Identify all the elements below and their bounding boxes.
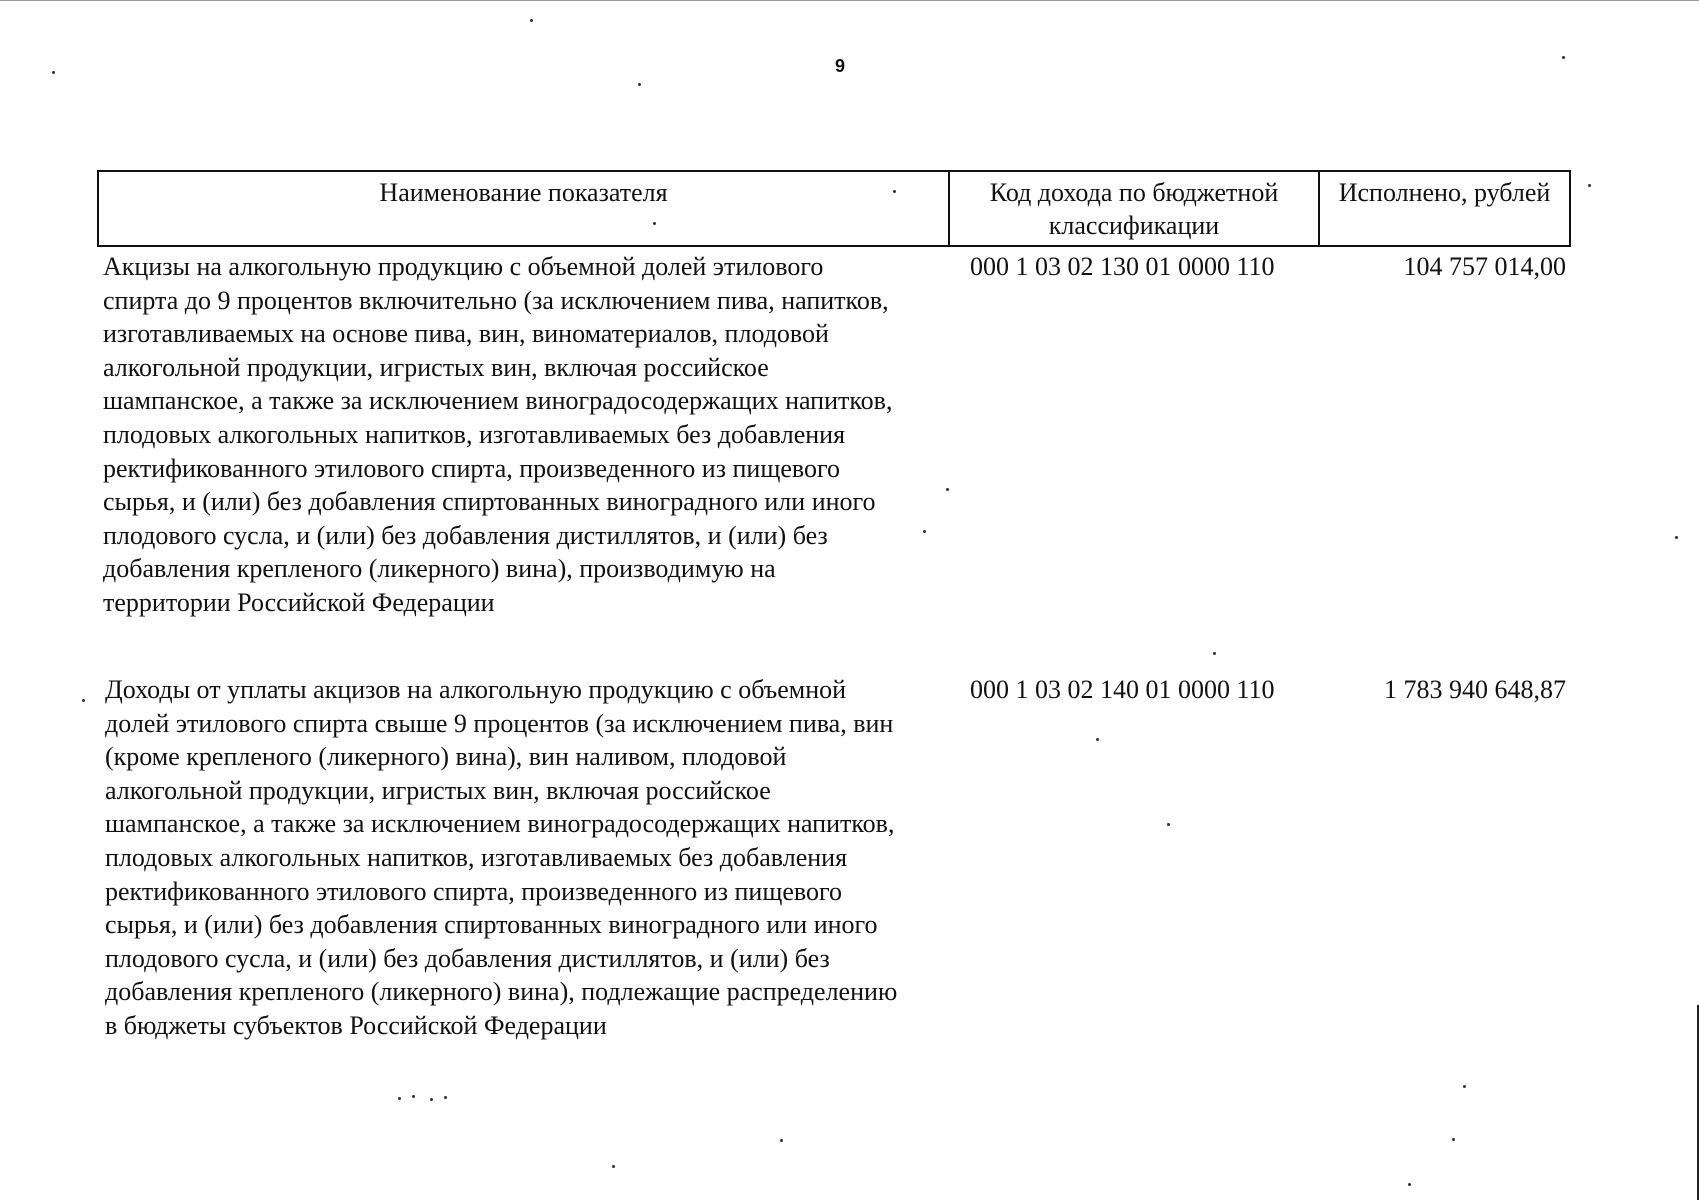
description-line: алкогольной продукции, игристых вин, включая российское [105, 775, 771, 805]
description-line: спирта до 9 процентов включительно (за исключением пива, напитков, [103, 285, 889, 315]
scan-speck [1463, 1085, 1466, 1088]
description-line: сырья, и (или) без добавления спиртованных виноградного или иного [103, 487, 876, 517]
scan-speck [1675, 536, 1678, 539]
scan-speck [398, 1097, 401, 1100]
description-line: территории Российской Федерации [103, 587, 495, 617]
page-number: 9 [834, 56, 845, 76]
scan-speck [52, 71, 55, 74]
scan-speck [780, 1139, 783, 1142]
scan-speck [653, 222, 656, 225]
description-line: алкогольной продукции, игристых вин, включая российское [103, 352, 769, 382]
scan-speck [430, 1098, 433, 1101]
description-line: шампанское, а также за исключением виноградосодержащих напитков, [103, 386, 893, 416]
description-line: Акцизы на алкогольную продукцию с объемной долей этилового [103, 252, 824, 281]
scan-speck [1408, 1183, 1411, 1186]
row-description [103, 250, 943, 620]
row-code: 000 1 03 02 140 01 0000 110 [970, 675, 1275, 704]
description-line: (кроме крепленого (ликерного) вина), вин наливом, плодовой [105, 742, 787, 772]
row-description [105, 673, 945, 1043]
header-code-label-line2: классификации [1048, 211, 1220, 240]
scan-speck [530, 19, 533, 22]
description-line: ректификованного этилового спирта, произведенного из пищевого [103, 453, 840, 483]
scan-speck [1213, 652, 1216, 655]
description-line: шампанское, а также за исключением виноградосодержащих напитков, [105, 809, 895, 839]
header-executed-label: Исполнено, рублей [1338, 178, 1551, 207]
header-name-cell [99, 172, 948, 245]
row-code: 000 1 03 02 130 01 0000 110 [970, 252, 1275, 281]
row-amount: 104 757 014,00 [1403, 252, 1566, 281]
scan-top-edge [0, 0, 1699, 1]
header-name-label: Наименование показателя [379, 178, 668, 207]
scan-speck [1588, 184, 1591, 187]
scan-speck [612, 1165, 615, 1168]
scan-speck [444, 1096, 447, 1099]
description-line: плодового сусла, и (или) без добавления дистиллятов, и (или) без [105, 943, 830, 973]
scan-speck [1562, 56, 1565, 59]
scan-speck [923, 530, 926, 533]
description-line: плодового сусла, и (или) без добавления дистиллятов, и (или) без [103, 520, 828, 550]
description-line: плодовых алкогольных напитков, изготавливаемых без добавления [105, 842, 848, 872]
header-code-label-line1: Код дохода по бюджетной [989, 178, 1279, 207]
scan-speck [1167, 823, 1170, 826]
description-line: сырья, и (или) без добавления спиртованных виноградного или иного [105, 910, 878, 940]
scan-speck [1096, 738, 1099, 741]
description-line: Доходы от уплаты акцизов на алкогольную продукцию с объемной [105, 675, 847, 704]
header-code-cell [948, 172, 1318, 245]
description-line: в бюджеты субъектов Российской Федерации [105, 1010, 607, 1040]
scan-speck [82, 699, 85, 702]
scan-speck [412, 1095, 415, 1098]
description-line: плодовых алкогольных напитков, изготавливаемых без добавления [103, 419, 846, 449]
description-line: изготавливаемых на основе пива, вин, виноматериалов, плодовой [103, 319, 829, 349]
scan-speck [893, 190, 896, 193]
scan-speck [638, 83, 641, 86]
header-executed-cell [1318, 172, 1569, 245]
table-header [97, 170, 1571, 247]
scan-speck [1452, 1138, 1455, 1141]
description-line: добавления крепленого (ликерного) вина), подлежащие распределению [105, 977, 898, 1007]
description-line: долей этилового спирта свыше 9 процентов (за исключением пива, вин [105, 708, 894, 738]
description-line: ректификованного этилового спирта, произведенного из пищевого [105, 876, 842, 906]
description-line: добавления крепленого (ликерного) вина), производимую на [103, 554, 776, 584]
scan-speck [946, 488, 949, 491]
row-amount: 1 783 940 648,87 [1384, 675, 1566, 704]
